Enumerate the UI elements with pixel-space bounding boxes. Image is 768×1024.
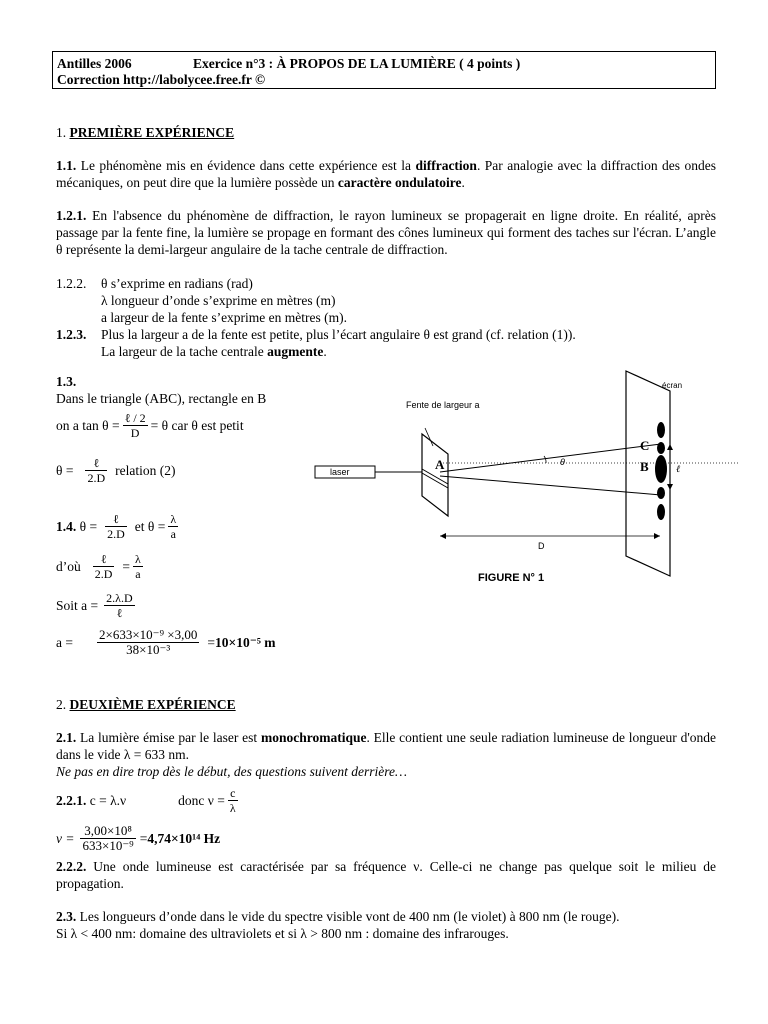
q14-equation bbox=[56, 506, 181, 546]
d-arrow-left bbox=[440, 533, 446, 539]
nu-result-equation bbox=[56, 818, 220, 858]
fente-label: Fente de largeur a bbox=[406, 400, 480, 410]
q13-theta-den: 2.D bbox=[87, 470, 106, 485]
theta-label: θ bbox=[560, 457, 565, 467]
q122-line-1: θ s’exprime en radians (rad) bbox=[101, 276, 253, 291]
paragraph-2-2-2 bbox=[56, 858, 716, 892]
q14-f1-num: ℓ bbox=[113, 511, 119, 526]
section-1-title: PREMIÈRE EXPÉRIENCE bbox=[69, 125, 235, 140]
dou-f2-den: a bbox=[133, 566, 143, 581]
q221-den: λ bbox=[229, 800, 236, 815]
dou-label: d’où bbox=[56, 558, 81, 574]
figure-caption: FIGURE N° 1 bbox=[478, 572, 545, 584]
nu-result: 4,74×10¹⁴ Hz bbox=[147, 830, 221, 846]
q123-text-a: La largeur de la tache centrale bbox=[101, 344, 268, 359]
q14-theta-eq: θ = bbox=[79, 518, 98, 534]
q13-theta-fraction bbox=[85, 456, 107, 485]
a-result: 10×10⁻⁵ m bbox=[215, 634, 276, 650]
q21-text-a: La lumière émise par le laser est bbox=[76, 730, 261, 745]
q221-eq: c = λ.ν bbox=[89, 792, 127, 808]
q11-ondulatoire: caractère ondulatoire bbox=[337, 175, 462, 190]
section-2-number: 2. bbox=[56, 697, 67, 712]
soit-num: 2.λ.D bbox=[106, 590, 133, 605]
paragraph-2-3-line-2: Si λ < 400 nm: domaine des ultraviolets et si λ > 800 nm : domaine des infrarouges. bbox=[56, 926, 509, 941]
q222-text: Une onde lumineuse est caractérisée par sa fréquence ν. Celle-ci ne change pas quelque soit le milieu de propagation. bbox=[56, 859, 716, 891]
point-b-label: B bbox=[640, 459, 649, 474]
spot-central bbox=[655, 455, 667, 483]
header-line-1 bbox=[57, 55, 521, 72]
q14-fraction-1 bbox=[105, 512, 127, 541]
spot-1 bbox=[657, 422, 665, 438]
q14-f2-den: a bbox=[168, 526, 178, 541]
q13-theta-num: ℓ bbox=[93, 455, 100, 470]
section-1-number: 1. bbox=[56, 125, 67, 140]
soit-equation bbox=[56, 585, 138, 625]
section-1-heading bbox=[56, 124, 234, 141]
point-c-label: C bbox=[640, 438, 650, 453]
q122-line-3: a largeur de la fente s’exprime en mètres (m). bbox=[101, 310, 348, 325]
q123-text-c: . bbox=[323, 344, 327, 359]
header-box bbox=[52, 51, 716, 89]
point-a-label: A bbox=[435, 457, 445, 472]
q221-number: 2.2.1. bbox=[56, 792, 87, 808]
paragraph-2-1 bbox=[56, 729, 716, 763]
q14-number: 1.4. bbox=[56, 518, 77, 534]
q21-number: 2.1. bbox=[56, 730, 77, 745]
q11-text-a: Le phénomène mis en évidence dans cette expérience est la bbox=[76, 158, 416, 173]
q11-diffraction: diffraction bbox=[415, 158, 477, 173]
q122-line-2: λ longueur d’onde s’exprime en mètres (m) bbox=[101, 293, 336, 308]
l-label: ℓ bbox=[676, 464, 681, 475]
a-pre: a = bbox=[56, 634, 73, 650]
q13-tan-num: ℓ / 2 bbox=[124, 410, 146, 425]
q13-line-1: Dans le triangle (ABC), rectangle en B bbox=[56, 391, 267, 406]
dou-eq: = bbox=[122, 558, 131, 574]
a-result-equation bbox=[56, 622, 276, 662]
q13-theta-equation bbox=[56, 450, 176, 490]
q11-text-c: . Par analogie avec la diffraction des ondes mécaniques, on peut dire que la lumière possède un bbox=[56, 158, 716, 190]
a-den: 38×10⁻³ bbox=[97, 642, 199, 657]
q14-fraction-2 bbox=[168, 512, 178, 541]
q123-line-2 bbox=[101, 343, 327, 360]
paragraph-1-1 bbox=[56, 157, 716, 191]
header-source: Antilles 2006 bbox=[57, 56, 132, 71]
section-2-heading bbox=[56, 696, 236, 713]
dou-f1-den: 2.D bbox=[94, 566, 113, 581]
dou-equation bbox=[56, 546, 146, 586]
dou-f1-num: ℓ bbox=[100, 551, 107, 566]
section-2-title: DEUXIÈME EXPÉRIENCE bbox=[69, 697, 236, 712]
q121-text: En l'absence du phénomène de diffraction, le rayon lumineux se propagerait en ligne droite. En réalité, après passage par la fente fine, la lumière se propage en formant des cônes lumineux qui forment des taches sur l'écran. L’angle θ représente la demi-largeur angulaire de la tache centrale de diffraction. bbox=[56, 208, 716, 257]
q13-tan-fraction bbox=[123, 411, 148, 440]
spot-4 bbox=[657, 487, 665, 499]
header-correction: Correction http://labolycee.free.fr © bbox=[57, 72, 266, 87]
soit-label: Soit a = bbox=[56, 597, 99, 613]
ecran-label: écran bbox=[662, 381, 683, 390]
nu-res-pre: = bbox=[139, 830, 148, 846]
q221-num: c bbox=[230, 785, 236, 800]
paragraph-1-2-1 bbox=[56, 207, 716, 258]
q221-equation bbox=[56, 780, 241, 820]
q14-f1-den: 2.D bbox=[107, 526, 125, 541]
q123-augmente: augmente bbox=[267, 344, 324, 359]
q13-theta-post: relation (2) bbox=[115, 462, 176, 478]
nu-den: 633×10⁻⁹ bbox=[82, 837, 134, 853]
spot-2 bbox=[657, 442, 665, 454]
a-res-pre: = bbox=[207, 634, 215, 650]
q21-monochromatique: monochromatique bbox=[260, 730, 367, 745]
laser-label: laser bbox=[330, 467, 350, 477]
q221-donc: donc ν = bbox=[178, 792, 225, 808]
q221-fraction bbox=[228, 786, 238, 815]
dou-fraction-1 bbox=[93, 552, 115, 581]
q123-number: 1.2.3. bbox=[56, 327, 87, 342]
soit-den: ℓ bbox=[104, 605, 134, 620]
q23-number: 2.3. bbox=[56, 909, 77, 924]
q121-number: 1.2.1. bbox=[56, 208, 87, 223]
figure-diffraction bbox=[300, 366, 740, 596]
q14-f2-num: λ bbox=[170, 511, 177, 526]
q21-italic-note: Ne pas en dire trop dès le début, des questions suivent derrière… bbox=[56, 764, 407, 779]
spot-5 bbox=[657, 504, 665, 520]
a-num: 2×633×10⁻⁹ ×3,00 bbox=[98, 626, 198, 642]
dou-f2-num: λ bbox=[135, 551, 141, 566]
q13-tan-equation bbox=[56, 405, 244, 445]
q13-tan-den: D bbox=[123, 425, 148, 440]
a-fraction bbox=[97, 628, 199, 657]
q123-line-1: Plus la largeur a de la fente est petite, plus l’écart angulaire θ est grand (cf. relation (1)). bbox=[101, 327, 576, 342]
q13-theta-pre: θ = bbox=[56, 462, 74, 478]
q11-number: 1.1. bbox=[56, 158, 77, 173]
paragraph-2-3-line-1 bbox=[56, 908, 620, 925]
q122-number: 1.2.2. bbox=[56, 276, 87, 291]
nu-num: 3,00×10⁸ bbox=[84, 822, 132, 838]
q13-tan-post: = θ car θ est petit bbox=[150, 417, 244, 433]
q11-text-e: . bbox=[461, 175, 465, 190]
q21-text-c: . Elle contient une seule radiation lumineuse de longueur d'onde dans le vide λ = 633 nm. bbox=[56, 730, 716, 762]
q14-et: et θ = bbox=[134, 518, 166, 534]
q222-number: 2.2.2. bbox=[56, 859, 87, 874]
soit-fraction bbox=[104, 591, 134, 620]
q23-line-1: Les longueurs d’onde dans le vide du spectre visible vont de 400 nm (le violet) à 800 nm (le rouge). bbox=[76, 909, 620, 924]
nu-pre: ν = bbox=[56, 830, 75, 846]
d-label: D bbox=[538, 541, 545, 551]
header-exercise-title: Exercice n°3 : À PROPOS DE LA LUMIÈRE ( 4 points ) bbox=[193, 56, 521, 71]
nu-fraction bbox=[80, 824, 135, 853]
q13-number: 1.3. bbox=[56, 374, 77, 389]
dou-fraction-2 bbox=[133, 552, 143, 581]
theta-arc bbox=[544, 456, 546, 463]
q13-tan-pre: on a tan θ = bbox=[56, 417, 120, 433]
